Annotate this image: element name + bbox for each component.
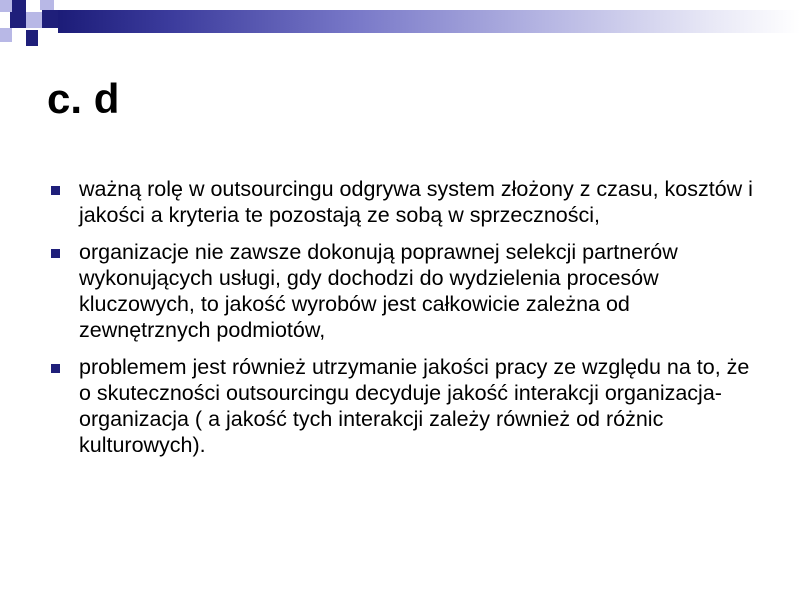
square-bullet-icon bbox=[51, 249, 60, 258]
bullet-item bbox=[44, 176, 764, 228]
square-bullet-icon bbox=[51, 364, 60, 373]
bullet-text: organizacje nie zawsze dokonują poprawnej selekcji partnerów wykonujących usługi, gdy dochodzi do wydzielenia procesów kluczowych, to jakość wyrobów jest całkowicie zależna od zewnętrznych podmiotów, bbox=[79, 240, 678, 342]
corner-square-decoration bbox=[40, 0, 54, 10]
header-gradient-band bbox=[58, 10, 800, 33]
slide-title: c. d bbox=[47, 75, 120, 122]
bullet-item bbox=[44, 239, 764, 343]
corner-square-decoration bbox=[0, 0, 12, 12]
bullet-text: ważną rolę w outsourcingu odgrywa system złożony z czasu, kosztów i jakości a kryteria te pozostają ze sobą w sprzeczności, bbox=[79, 177, 753, 227]
bullet-list bbox=[44, 176, 764, 469]
bullet-item bbox=[44, 354, 764, 458]
corner-square-decoration bbox=[26, 30, 38, 46]
corner-square-decoration bbox=[10, 12, 26, 28]
corner-square-decoration bbox=[0, 28, 12, 42]
square-bullet-icon bbox=[51, 186, 60, 195]
corner-square-decoration bbox=[26, 12, 42, 28]
corner-square-decoration bbox=[42, 10, 58, 28]
bullet-text: problemem jest również utrzymanie jakości pracy ze względu na to, że o skuteczności outsourcingu decyduje jakość interakcji organizacja-organizacja ( a jakość tych interakcji zależy również od różnic kulturowych). bbox=[79, 355, 750, 457]
